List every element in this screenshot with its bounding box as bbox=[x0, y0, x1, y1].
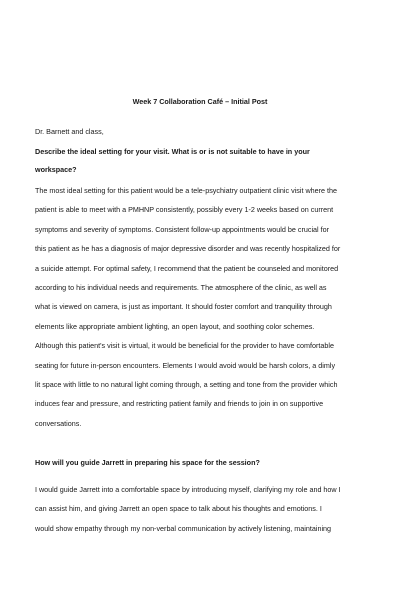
paragraph-line: patient is able to meet with a PMHNP consistently, possibly every 1-2 weeks based on current bbox=[35, 205, 334, 215]
paragraph-line: induces fear and pressure, and restricting patient family and friends to join in on supportive bbox=[35, 399, 324, 409]
paragraph-line: according to his individual needs and requirements. The atmosphere of the clinic, as well as bbox=[35, 282, 327, 292]
paragraph-line: can assist him, and giving Jarrett an open space to talk about his thoughts and emotions. I bbox=[35, 504, 322, 514]
question-2-line: How will you guide Jarrett in preparing his space for the session? bbox=[35, 458, 260, 467]
paragraph-line: what is viewed on camera, is just as important. It should foster comfort and tranquility through bbox=[35, 302, 332, 312]
paragraph-line: The most ideal setting for this patient would be a tele-psychiatry outpatient clinic visit where the bbox=[35, 186, 338, 195]
paragraph-line: symptoms and severity of symptoms. Consistent follow-up appointments would be crucial for bbox=[35, 224, 330, 234]
paragraph-line: I would guide Jarrett into a comfortable space by introducing myself, clarifying my role and how I bbox=[35, 485, 341, 494]
paragraph-line: Although this patient's visit is virtual, it would be beneficial for the provider to have comfortable bbox=[35, 341, 335, 351]
paragraph-line: would show empathy through my non-verbal communication by actively listening, maintaining bbox=[35, 523, 332, 533]
salutation: Dr. Barnett and class, bbox=[35, 127, 104, 136]
paragraph-line: conversations. bbox=[35, 418, 82, 428]
question-2-heading bbox=[35, 458, 370, 476]
paragraph-line: elements like appropriate ambient lighting, an open layout, and soothing color schemes. bbox=[35, 321, 315, 331]
question-1-line: workspace? bbox=[35, 165, 77, 174]
paragraph-line: lit space with little to no natural light coming through, a setting and tone from the provider which bbox=[35, 379, 338, 389]
paragraph-line: seating for future in-person encounters. Elements I would avoid would be harsh colors, a dimly bbox=[35, 360, 336, 370]
answer-2-paragraph bbox=[35, 485, 370, 543]
question-1-line: Describe the ideal setting for your visit. What is or is not suitable to have in your bbox=[35, 147, 310, 156]
paragraph-line: a suicide attempt. For optimal safety, I recommend that the patient be counseled and monitored bbox=[35, 263, 339, 273]
question-1-heading bbox=[35, 147, 370, 183]
document-title: Week 7 Collaboration Café – Initial Post bbox=[132, 97, 268, 106]
answer-1-paragraph bbox=[35, 186, 370, 438]
paragraph-line: this patient as he has a diagnosis of major depressive disorder and was recently hospitalized for bbox=[35, 244, 341, 254]
